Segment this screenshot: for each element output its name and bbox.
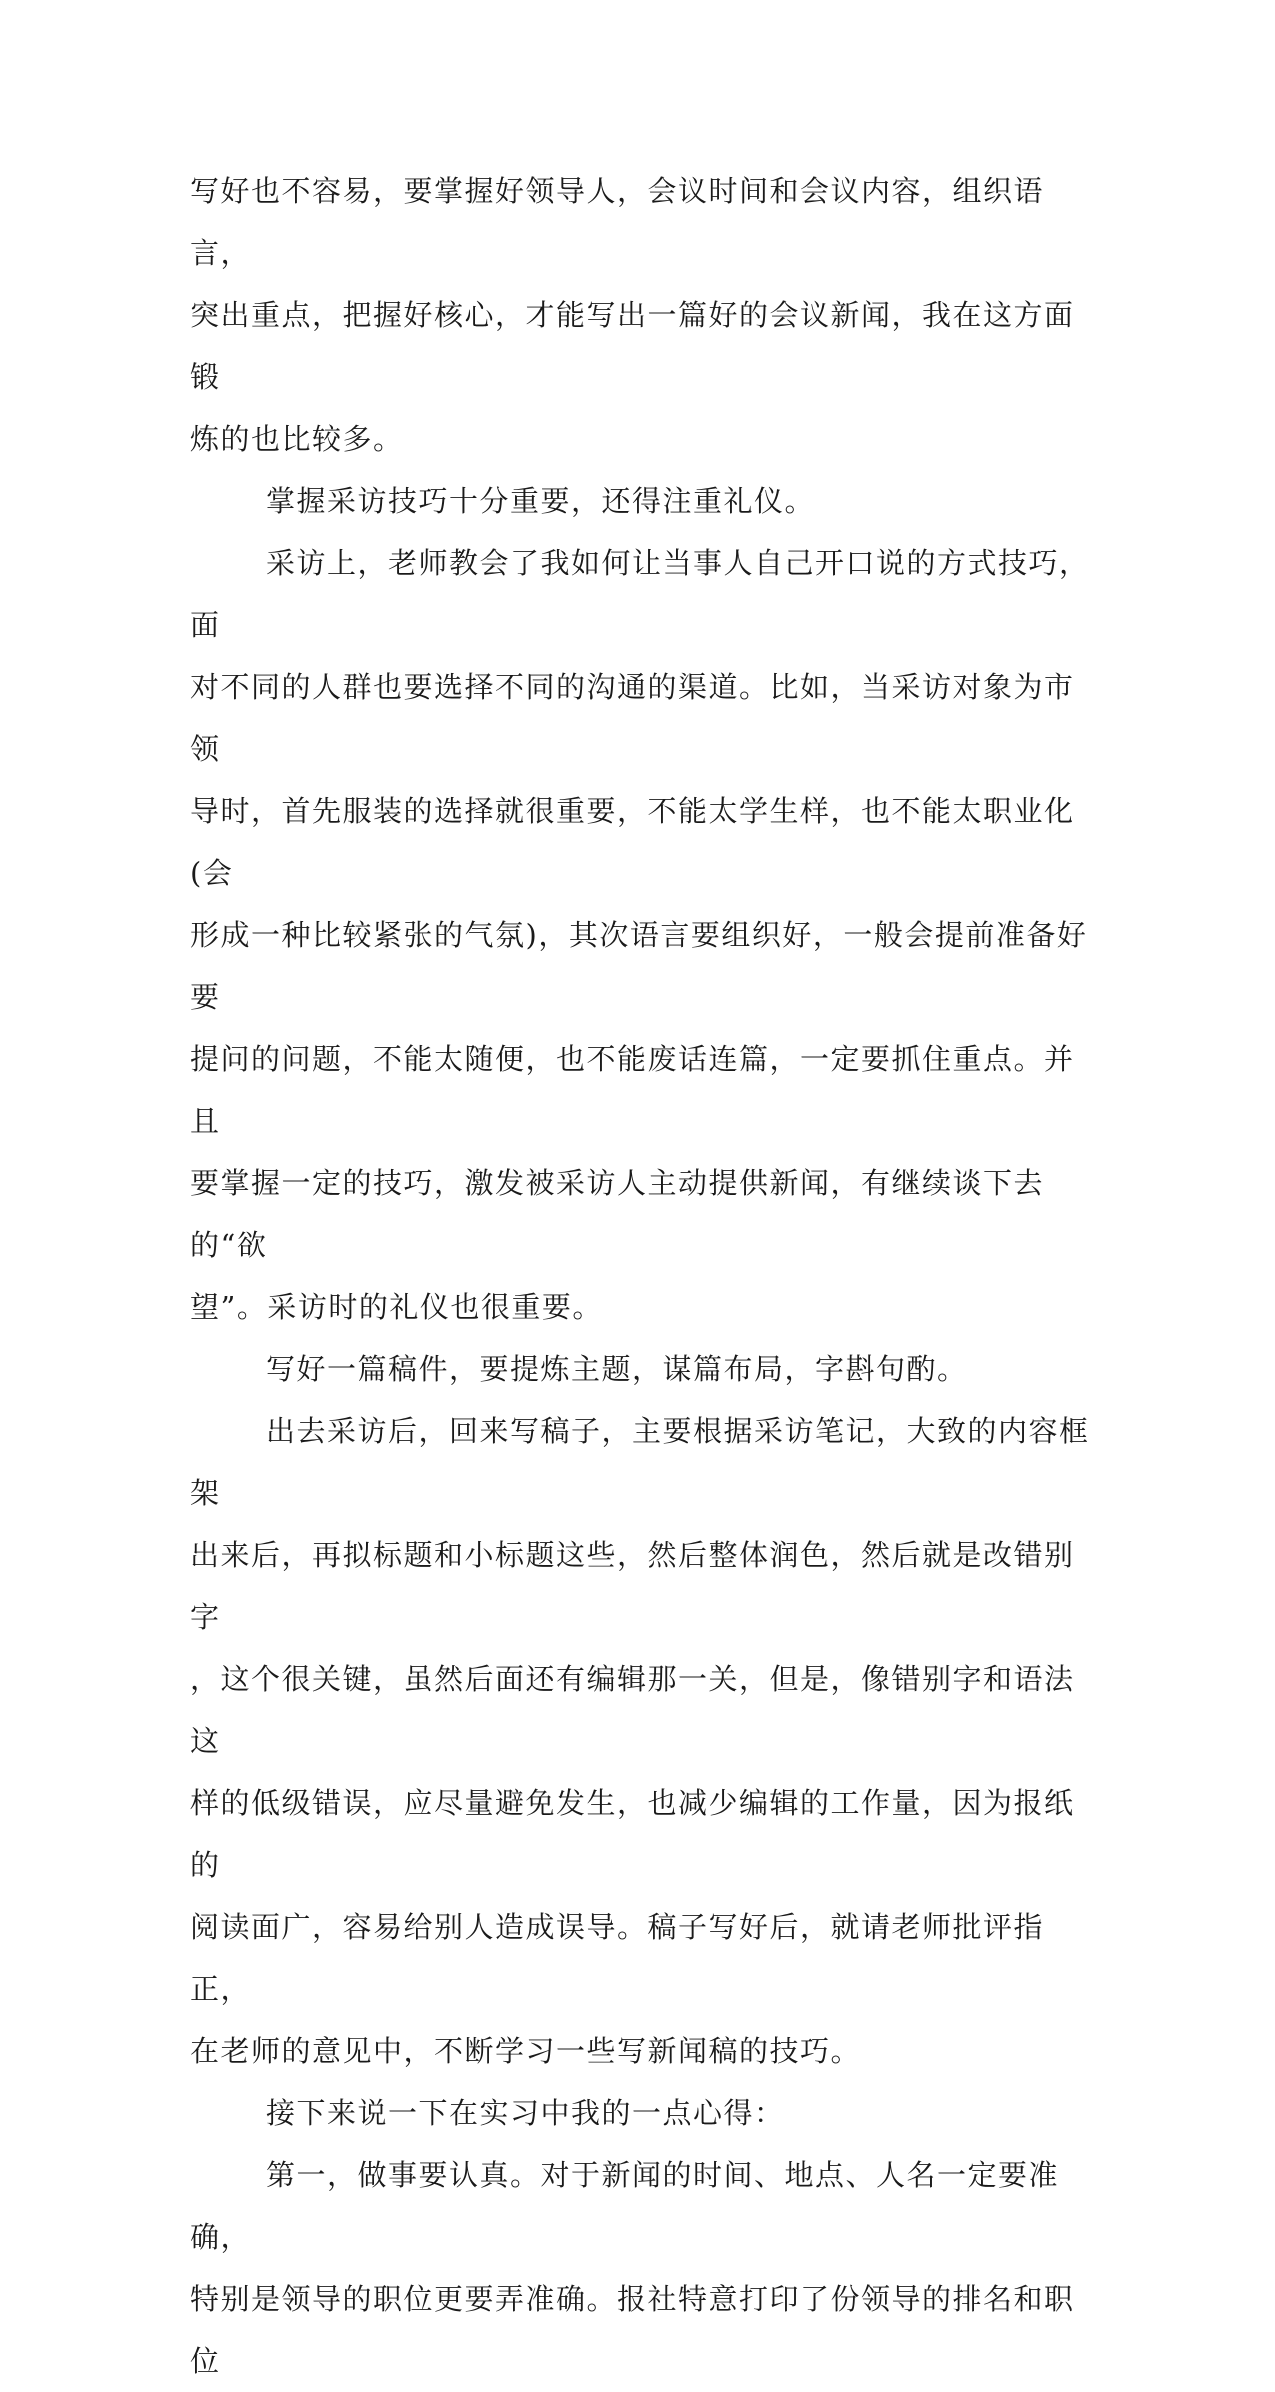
text-line: 对不同的人群也要选择不同的沟通的渠道。比如，当采访对象为市领 [190,670,1075,766]
text-line: 提问的问题，不能太随便，也不能废话连篇，一定要抓住重点。并且 [190,1042,1075,1138]
text-line: 写好一篇稿件，要提炼主题，谋篇布局，字斟句酌。 [266,1352,968,1386]
text-line: 突出重点，把握好核心，才能写出一篇好的会议新闻，我在这方面锻 [190,298,1075,394]
text-line: 形成一种比较紧张的气氛)，其次语言要组织好，一般会提前准备好要 [190,918,1088,1014]
text-line: 在老师的意见中，不断学习一些写新闻稿的技巧。 [190,2034,862,2068]
paragraph [190,470,1090,532]
paragraph [190,160,1090,470]
text-line: 出去采访后，回来写稿子，主要根据采访笔记，大致的内容框架 [190,1414,1090,1510]
paragraph [190,1400,1090,2082]
text-line: 炼的也比较多。 [190,422,404,456]
text-line: 导时，首先服装的选择就很重要，不能太学生样，也不能太职业化(会 [190,794,1075,890]
text-line: 第一，做事要认真。对于新闻的时间、地点、人名一定要准确， [190,2158,1060,2254]
paragraph [190,1338,1090,1400]
text-line: 采访上，老师教会了我如何让当事人自己开口说的方式技巧，面 [190,546,1090,642]
text-line: 出来后，再拟标题和小标题这些，然后整体润色，然后就是改错别字 [190,1538,1075,1634]
text-line: 要掌握一定的技巧，激发被采访人主动提供新闻，有继续谈下去的“欲 [190,1166,1045,1262]
text-line: 掌握采访技巧十分重要，还得注重礼仪。 [266,484,816,518]
body-text [190,160,1090,2392]
text-line: 样的低级错误，应尽量避免发生，也减少编辑的工作量，因为报纸的 [190,1786,1075,1882]
text-line: ，这个很关键，虽然后面还有编辑那一关，但是，像错别字和语法这 [190,1662,1075,1758]
text-line: 特别是领导的职位更要弄准确。报社特意打印了份领导的排名和职位 [190,2282,1075,2378]
text-line: 写好也不容易，要掌握好领导人，会议时间和会议内容，组织语言， [190,174,1045,270]
text-line: 接下来说一下在实习中我的一点心得： [266,2096,785,2130]
text-line: 阅读面广，容易给别人造成误导。稿子写好后，就请老师批评指正， [190,1910,1045,2006]
paragraph [190,532,1090,1338]
paragraph [190,2144,1090,2392]
paragraph [190,2082,1090,2144]
text-line: 望”。采访时的礼仪也很重要。 [190,1290,603,1324]
